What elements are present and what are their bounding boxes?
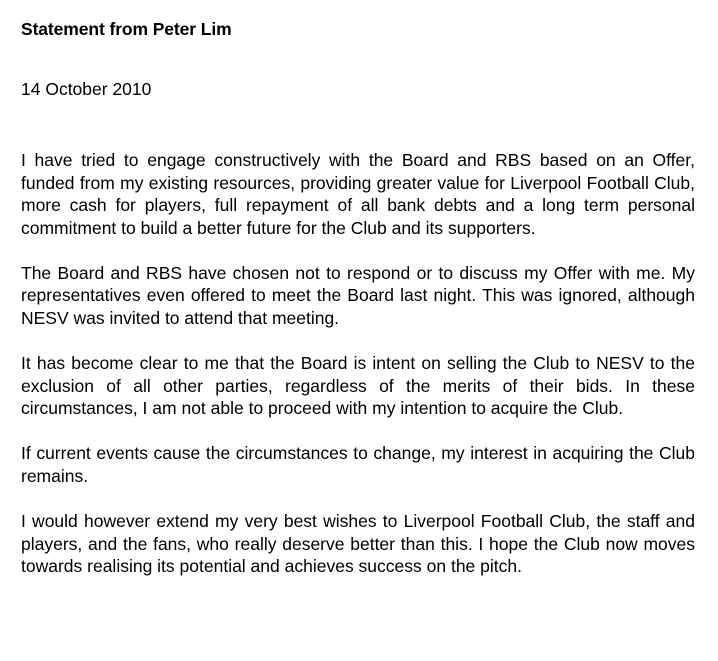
document-date: 14 October 2010 — [21, 79, 152, 99]
body-paragraph-2: The Board and RBS have chosen not to respond or to discuss my Offer with me. My representatives even offered to meet the Board last night. This was ignored, although NESV was invited to attend that meeting. — [21, 262, 695, 329]
document-title: Statement from Peter Lim — [21, 19, 232, 39]
body-paragraph-4: If current events cause the circumstances to change, my interest in acquiring the Club remains. — [21, 443, 695, 487]
body-paragraph-1: I have tried to engage constructively with the Board and RBS based on an Offer, funded from my existing resources, providing greater value for Liverpool Football Club, more cash for players, full repayment of all bank debts and a long term personal commitment to build a better future for the Club and its supporters. — [21, 150, 695, 238]
body-paragraph-5: I would however extend my very best wishes to Liverpool Football Club, the staff and players, and the fans, who really deserve better than this. I hope the Club now moves towards realising its potential and achieves success on the pitch. — [21, 511, 695, 577]
document-body — [21, 149, 698, 578]
body-paragraph-3: It has become clear to me that the Board is intent on selling the Club to NESV to the exclusion of all other parties, regardless of the merits of their bids. In these circumstances, I am not able to proceed with my intention to acquire the Club. — [21, 353, 695, 419]
